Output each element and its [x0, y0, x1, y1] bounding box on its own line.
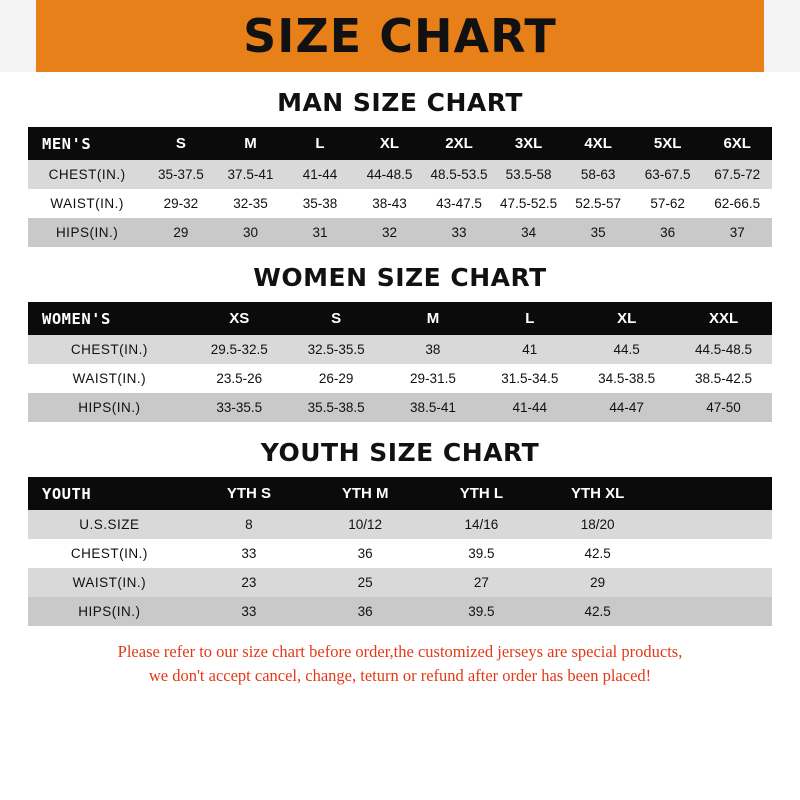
cell: 47.5-52.5: [494, 189, 564, 218]
row-label-waist: WAIST(IN.): [28, 364, 191, 393]
cell: 30: [216, 218, 286, 247]
table-row: [28, 568, 772, 597]
cell: 34: [494, 218, 564, 247]
cell: 42.5: [540, 539, 656, 568]
cell: 53.5-58: [494, 160, 564, 189]
cell: 67.5-72: [702, 160, 772, 189]
cell: 29-32: [146, 189, 216, 218]
row-label-hips: HIPS(IN.): [28, 393, 191, 422]
cell: 62-66.5: [702, 189, 772, 218]
cell: 29: [540, 568, 656, 597]
table-youth-sizes: [28, 477, 772, 626]
col-header-s: S: [146, 127, 216, 160]
cell: 14/16: [423, 510, 539, 539]
cell: 38-43: [355, 189, 425, 218]
cell: 44-47: [578, 393, 675, 422]
cell: 36: [307, 597, 423, 626]
cell: 38.5-41: [385, 393, 482, 422]
table-row: [28, 539, 772, 568]
table-row: [28, 160, 772, 189]
cell: 44.5: [578, 335, 675, 364]
col-header-3xl: 3XL: [494, 127, 564, 160]
col-header-xxl: XXL: [675, 302, 772, 335]
col-header-xl: XL: [355, 127, 425, 160]
cell: 35-37.5: [146, 160, 216, 189]
cell: 39.5: [423, 597, 539, 626]
row-label-chest: CHEST(IN.): [28, 335, 191, 364]
header-banner: [0, 0, 800, 72]
col-header-s: S: [288, 302, 385, 335]
cell: 41-44: [481, 393, 578, 422]
cell: 44-48.5: [355, 160, 425, 189]
cell: 23: [191, 568, 307, 597]
table-man-sizes: [28, 127, 772, 247]
col-header-yth-m: YTH M: [307, 477, 423, 510]
cell: 36: [307, 539, 423, 568]
cell: 37: [702, 218, 772, 247]
cell: 41: [481, 335, 578, 364]
col-header-l: L: [481, 302, 578, 335]
section-title-youth: YOUTH SIZE CHART: [260, 438, 540, 467]
cell: 33: [191, 539, 307, 568]
cell: 18/20: [540, 510, 656, 539]
col-header-2xl: 2XL: [424, 127, 494, 160]
cell: 32.5-35.5: [288, 335, 385, 364]
footer-line-2: we don't accept cancel, change, teturn or refund after order has been placed!: [148, 665, 652, 685]
cell: 32-35: [216, 189, 286, 218]
cell: 26-29: [288, 364, 385, 393]
cell: 42.5: [540, 597, 656, 626]
table-header-row: [28, 477, 772, 510]
row-label-chest: CHEST(IN.): [28, 160, 146, 189]
section-title-man: MAN SIZE CHART: [277, 88, 523, 117]
cell: 33: [424, 218, 494, 247]
col-header-yth-l: YTH L: [423, 477, 539, 510]
cell: [656, 568, 772, 597]
col-header-empty: [656, 477, 772, 510]
cell: 10/12: [307, 510, 423, 539]
table-row: [28, 510, 772, 539]
cell: 29: [146, 218, 216, 247]
cell: 33-35.5: [191, 393, 288, 422]
table-header-row: [28, 127, 772, 160]
table-row: [28, 597, 772, 626]
cell: 47-50: [675, 393, 772, 422]
cell: 31: [285, 218, 355, 247]
cell: 27: [423, 568, 539, 597]
cell: 63-67.5: [633, 160, 703, 189]
cell: 8: [191, 510, 307, 539]
cell: 39.5: [423, 539, 539, 568]
cell: 23.5-26: [191, 364, 288, 393]
row-label-hips: HIPS(IN.): [28, 218, 146, 247]
cell: 48.5-53.5: [424, 160, 494, 189]
cell: 41-44: [285, 160, 355, 189]
table-row: [28, 189, 772, 218]
cell: 32: [355, 218, 425, 247]
cell: 29.5-32.5: [191, 335, 288, 364]
col-header-5xl: 5XL: [633, 127, 703, 160]
row-label-chest: CHEST(IN.): [28, 539, 191, 568]
col-header-womens: WOMEN'S: [28, 302, 191, 335]
cell: 34.5-38.5: [578, 364, 675, 393]
cell: 31.5-34.5: [481, 364, 578, 393]
col-header-xl: XL: [578, 302, 675, 335]
row-label-waist: WAIST(IN.): [28, 568, 191, 597]
footer-line-1: Please refer to our size chart before order,the customized jerseys are special products,: [117, 642, 683, 661]
cell: 43-47.5: [424, 189, 494, 218]
cell: 33: [191, 597, 307, 626]
row-label-us-size: U.S.SIZE: [28, 510, 191, 539]
cell: 35-38: [285, 189, 355, 218]
col-header-mens: MEN'S: [28, 127, 146, 160]
cell: [656, 597, 772, 626]
col-header-yth-xl: YTH XL: [540, 477, 656, 510]
cell: 35: [563, 218, 633, 247]
table-women-sizes: [28, 302, 772, 422]
cell: 37.5-41: [216, 160, 286, 189]
col-header-youth: YOUTH: [28, 477, 191, 510]
col-header-6xl: 6XL: [702, 127, 772, 160]
col-header-yth-s: YTH S: [191, 477, 307, 510]
cell: 25: [307, 568, 423, 597]
cell: 35.5-38.5: [288, 393, 385, 422]
section-man: [0, 88, 800, 247]
cell: [656, 510, 772, 539]
page-title: SIZE CHART: [243, 9, 557, 63]
col-header-m: M: [216, 127, 286, 160]
section-youth: [0, 438, 800, 626]
table-row: [28, 393, 772, 422]
col-header-4xl: 4XL: [563, 127, 633, 160]
table-row: [28, 218, 772, 247]
cell: 36: [633, 218, 703, 247]
cell: [656, 539, 772, 568]
row-label-hips: HIPS(IN.): [28, 597, 191, 626]
table-row: [28, 364, 772, 393]
section-women: [0, 263, 800, 422]
col-header-m: M: [385, 302, 482, 335]
table-header-row: [28, 302, 772, 335]
section-title-women: WOMEN SIZE CHART: [253, 263, 547, 292]
cell: 57-62: [633, 189, 703, 218]
col-header-xs: XS: [191, 302, 288, 335]
cell: 44.5-48.5: [675, 335, 772, 364]
row-label-waist: WAIST(IN.): [28, 189, 146, 218]
banner-right-notch: [764, 0, 800, 72]
col-header-l: L: [285, 127, 355, 160]
cell: 38: [385, 335, 482, 364]
table-row: [28, 335, 772, 364]
banner-left-notch: [0, 0, 36, 72]
footer-disclaimer: [0, 640, 800, 688]
cell: 29-31.5: [385, 364, 482, 393]
cell: 52.5-57: [563, 189, 633, 218]
cell: 38.5-42.5: [675, 364, 772, 393]
cell: 58-63: [563, 160, 633, 189]
